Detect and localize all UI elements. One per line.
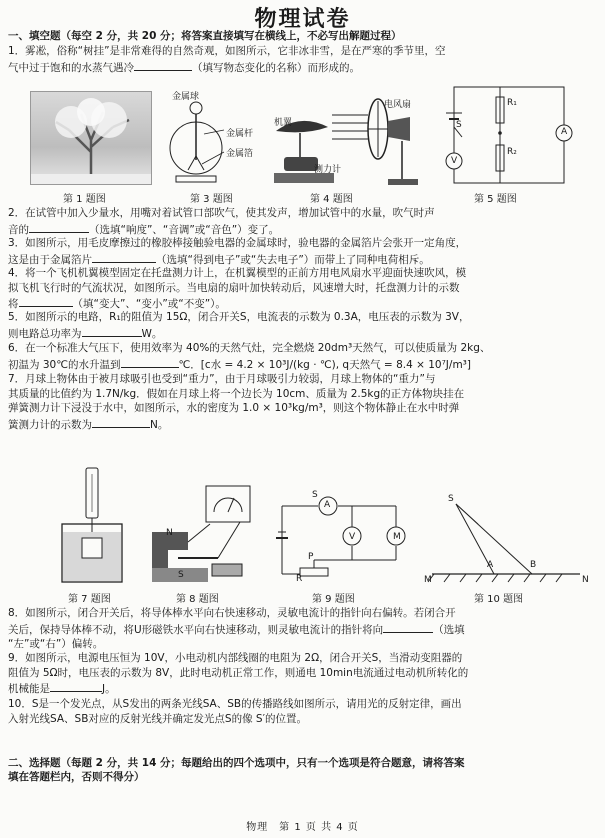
label-metal-ball: 金属球 <box>172 92 200 102</box>
question-6-text-b: 初温为 30℃的水升温到 <box>8 358 121 371</box>
question-9-text-d: J。 <box>102 683 116 695</box>
question-5 <box>8 310 598 341</box>
page-footer: 物理 第 1 页 共 4 页 <box>246 822 359 833</box>
question-8 <box>8 606 598 652</box>
label-switch-s: S <box>456 120 462 130</box>
answer-blank-9[interactable] <box>50 680 102 692</box>
caption-fig-10: 第 10 题图 <box>474 594 524 605</box>
label-point-a: A <box>487 560 494 570</box>
question-6-line-b <box>8 356 598 373</box>
label-voltmeter-v: V <box>451 156 458 166</box>
question-7-text-d: 簧测力计的示数为 <box>8 418 92 431</box>
answer-blank-7[interactable] <box>92 416 150 428</box>
label-magnet-s: S <box>178 570 184 580</box>
label-metal-rod: 金属杆 <box>226 129 254 139</box>
question-10 <box>8 697 598 726</box>
label-ammeter-a9: A <box>324 500 331 510</box>
question-3-text-c: （选填“得到电子”或“失去电子”）而带上了同种电荷相斥。 <box>156 253 430 266</box>
label-wing: 机翼 <box>274 118 293 128</box>
question-4-text-d: （填“变大”、“变小”或“不变”）。 <box>72 298 226 310</box>
question-9-line-c <box>8 680 598 697</box>
answer-blank-6[interactable] <box>121 356 179 368</box>
question-1-text-c: （填写物态变化的名称）而形成的。 <box>192 61 360 74</box>
question-10-line-a: 10．S是一个发光点，从S发出的两条光线SA、SB的传播路线如图所示，请用光的反射定律，画出 <box>8 698 462 710</box>
question-6-text-c: ℃．[c水 = 4.2 × 10³J/(kg · ℃), q天然气 = 8.4 × 10⁷J/m³] <box>178 358 471 371</box>
question-4-line-a: 4．将一个飞机机翼模型固定在托盘测力计上，在机翼模型的正前方用电风扇水平迎面快速吹风，模 <box>8 267 467 279</box>
answer-blank-5[interactable] <box>82 325 142 337</box>
label-force-meter: 测力计 <box>314 165 342 175</box>
section-choice-header <box>8 756 598 784</box>
caption-fig-1: 第 1 题图 <box>63 194 106 205</box>
question-1-text-b: 气中过于饱和的水蒸气遇冷 <box>8 61 134 74</box>
reflection-rays-diagram <box>420 494 590 586</box>
label-metal-foil: 金属箔 <box>226 149 254 159</box>
question-5-text-b: 则电路总功率为 <box>8 327 82 340</box>
question-7-text-e: N。 <box>150 418 169 431</box>
answer-blank-3[interactable] <box>92 251 156 263</box>
question-7-line-d <box>8 416 598 433</box>
caption-fig-7: 第 7 题图 <box>68 594 111 605</box>
answer-blank-8[interactable] <box>383 621 433 633</box>
question-5-line-b <box>8 325 598 342</box>
question-4-text-c: 将 <box>8 298 19 310</box>
label-point-n: N <box>582 575 589 585</box>
question-3-line-a: 3．如图所示，用毛皮摩擦过的橡胶棒接触验电器的金属球时，验电器的金属箔片会张开一定角度， <box>8 237 467 249</box>
label-ammeter-a: A <box>561 127 568 137</box>
question-9-line-a: 9．如图所示，电源电压恒为 10V，小电动机内部线圈的电阻为 2Ω，闭合开关S，当滑动变阻器的 <box>8 652 463 664</box>
question-1 <box>8 44 598 75</box>
answer-blank-1[interactable] <box>134 59 192 71</box>
label-r1: R₁ <box>507 98 517 108</box>
question-8-line-b <box>8 621 598 638</box>
label-point-m: M <box>424 575 432 585</box>
caption-fig-5: 第 5 题图 <box>474 194 517 205</box>
section-choice-line-a: 二、选择题（每题 2 分，共 14 分；每题给出的四个选项中，只有一个选项是符合题意，请将答案 <box>8 757 465 769</box>
question-5-text-c: W。 <box>141 327 163 340</box>
label-magnet-n: N <box>166 528 173 538</box>
caption-fig-8: 第 8 题图 <box>176 594 219 605</box>
label-motor-m: M <box>393 532 401 542</box>
question-10-line-b: 入射光线SA、SB对应的反射光线并确定发光点S的像 S′的位置。 <box>8 712 307 725</box>
question-4-line-b: 拟飞机飞行时的气流状况，如图所示。当电扇的扇叶加快转动后，风速增大时，托盘测力计的示数 <box>8 281 460 294</box>
rime-tree-icon <box>31 92 151 184</box>
label-r2: R₂ <box>507 147 517 157</box>
question-8-text-c: （选填 <box>433 623 465 636</box>
caption-fig-3: 第 3 题图 <box>190 194 233 205</box>
label-slider-p: P <box>308 552 314 562</box>
question-7 <box>8 372 598 432</box>
label-rheostat-r: R <box>296 574 303 584</box>
question-7-line-a: 7．月球上物体由于被月球吸引也受到“重力”，由于月球吸引力较弱，月球上物体的“重力”与 <box>8 373 436 385</box>
spring-scale-beaker-diagram <box>58 466 128 586</box>
section-choice-line-b: 填在答题栏内，否则不得分） <box>8 771 145 783</box>
electroscope-diagram <box>168 90 278 190</box>
question-1-line-a: 1．雾凇，俗称“树挂”是非常难得的自然奇观，如图所示，它非冰非雪，是在严寒的季节里，空 <box>8 45 446 57</box>
caption-fig-9: 第 9 题图 <box>312 594 355 605</box>
question-4 <box>8 266 598 312</box>
question-8-line-d: “左”或“右”）偏转。 <box>8 638 104 650</box>
question-8-text-b: 关后，保持导体棒不动，将U形磁铁水平向右快速移动，则灵敏电流计的指针将向 <box>8 623 384 636</box>
answer-blank-2[interactable] <box>29 221 89 233</box>
question-6-line-a: 6．在一个标准大气压下，使用效率为 40%的天然气灶，完全燃烧 20dm³天然气，可以使质量为 2kg、 <box>8 342 491 354</box>
question-6 <box>8 341 598 372</box>
question-7-line-c: 弹簧测力计下浸没于水中，如图所示，水的密度为 1.0 × 10³kg/m³，则这个物体静止在水中时弹 <box>8 402 460 414</box>
label-source-s: S <box>448 494 454 504</box>
answer-blank-4[interactable] <box>19 295 73 307</box>
question-9 <box>8 651 598 697</box>
rime-tree-photo <box>30 91 152 185</box>
question-3-line-b <box>8 251 598 268</box>
page-title: 物理试卷 <box>254 7 351 32</box>
question-7-line-b: 其质量的比值约为 1.7N/kg．假如在月球上将一个边长为 10cm、质量为 2.5kg的正方体物块挂在 <box>8 387 465 400</box>
question-3-text-b: 这是由于金属箔片 <box>8 253 92 266</box>
question-1-line-b <box>8 59 598 76</box>
magnet-galvanometer-diagram <box>148 484 258 588</box>
question-2 <box>8 206 598 237</box>
question-5-line-a: 5．如图所示的电路，R₁的阻值为 15Ω，闭合开关S，电流表的示数为 0.3A，电压表的示数为 3V， <box>8 311 470 323</box>
question-2-line-a: 2．在试管中加入少量水，用嘴对着试管口部吹气，使其发声，增加试管中的水量，吹气时声 <box>8 207 435 219</box>
question-2-line-b <box>8 221 598 238</box>
label-voltmeter-v9: V <box>349 532 356 542</box>
label-electric-fan: 电风扇 <box>384 100 412 110</box>
question-2-text-c: （选填“响度”、“音调”或“音色”）变了。 <box>89 223 280 236</box>
question-9-text-c: 机械能是 <box>8 683 50 695</box>
question-9-line-b: 阻值为 5Ω时，电压表的示数为 8V，此时电动机正常工作，则通电 10min电流通过电动机所转化的 <box>8 666 469 679</box>
caption-fig-4: 第 4 题图 <box>310 194 353 205</box>
question-8-line-a: 8．如图所示，闭合开关后，将导体棒水平向右快速移动，灵敏电流计的指针向右偏转。若闭合开 <box>8 607 456 619</box>
section-fill-in-header: 一、填空题（每空 2 分，共 20 分；将答案直接填写在横线上，不必写出解题过程） <box>8 30 402 42</box>
label-switch-s9: S <box>312 490 318 500</box>
question-2-text-b: 音的 <box>8 223 29 236</box>
question-3 <box>8 236 598 267</box>
motor-circuit-diagram <box>276 488 406 586</box>
label-point-b: B <box>530 560 537 570</box>
